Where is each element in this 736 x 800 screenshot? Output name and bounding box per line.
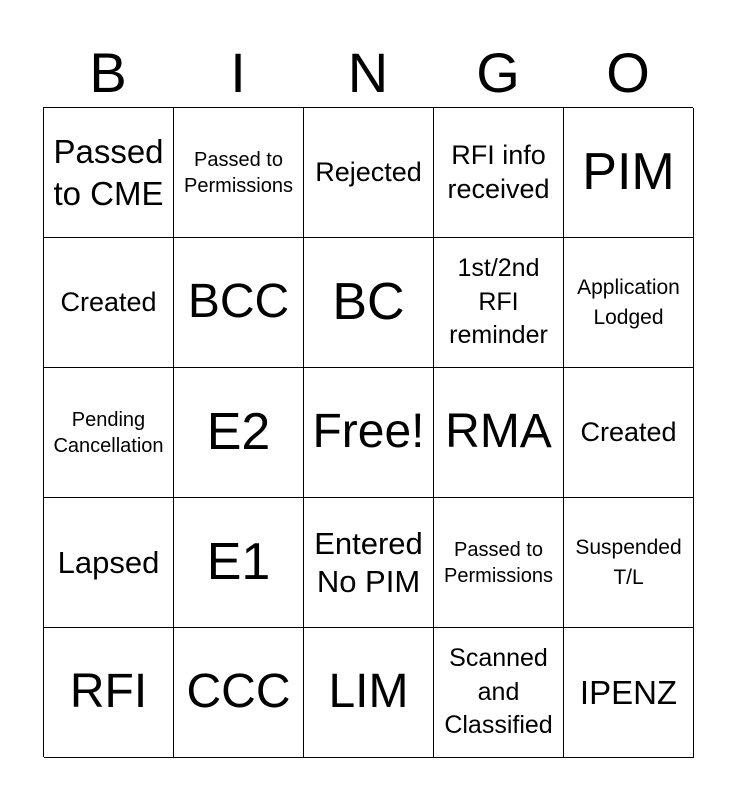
header-letter-b: B [89, 41, 127, 104]
bingo-cell-r4-c2[interactable] [174, 498, 304, 628]
cell-label: Passed to Permissions [444, 538, 553, 587]
bingo-cell-r3-c4[interactable] [434, 368, 564, 498]
bingo-cell-r1-c3[interactable] [304, 108, 434, 238]
header-letter-n: N [347, 41, 389, 104]
cell-label: 1st/2nd RFI reminder [449, 253, 548, 350]
bingo-cell-r5-c3[interactable] [304, 628, 434, 758]
cell-label: LIM [328, 665, 409, 719]
cell-label: Lapsed [57, 544, 160, 580]
bingo-cell-r3-c2[interactable] [174, 368, 304, 498]
cell-label: BC [332, 272, 405, 331]
bingo-cell-r1-c5[interactable] [564, 108, 694, 238]
cell-label: CCC [186, 665, 291, 719]
bingo-cell-r2-c5[interactable] [564, 238, 694, 368]
cell-label: Created [580, 416, 677, 447]
cell-label: Free! [312, 405, 425, 459]
cell-label: Passed to CME [53, 133, 164, 212]
bingo-cell-r4-c4[interactable] [434, 498, 564, 628]
cell-label: BCC [187, 275, 290, 329]
bingo-cell-r3-c1[interactable] [44, 368, 174, 498]
header-letter-g: G [476, 41, 520, 104]
cell-label: RFI [69, 665, 148, 719]
bingo-header [43, 40, 693, 106]
header-letter-i: I [230, 41, 246, 104]
bingo-cell-r1-c4[interactable] [434, 108, 564, 238]
bingo-cell-r4-c3[interactable] [304, 498, 434, 628]
cell-label: Scanned and Classified [444, 643, 553, 740]
cell-label: IPENZ [579, 673, 678, 711]
bingo-cell-r5-c4[interactable] [434, 628, 564, 758]
bingo-cell-r2-c4[interactable] [434, 238, 564, 368]
cell-label: E1 [206, 532, 271, 591]
bingo-cell-r2-c3[interactable] [304, 238, 434, 368]
cell-label: Passed to Permissions [184, 148, 293, 197]
bingo-cell-r1-c1[interactable] [44, 108, 174, 238]
bingo-cell-r5-c1[interactable] [44, 628, 174, 758]
bingo-cell-r3-c3[interactable] [304, 368, 434, 498]
bingo-board [43, 107, 693, 757]
cell-label: Entered No PIM [314, 525, 423, 599]
bingo-cell-r5-c5[interactable] [564, 628, 694, 758]
cell-label: RFI info received [447, 139, 550, 204]
cell-label: PIM [582, 142, 675, 201]
header-letter-o: O [606, 41, 650, 104]
cell-label: RMA [445, 405, 552, 459]
bingo-cell-r5-c2[interactable] [174, 628, 304, 758]
bingo-cell-r4-c5[interactable] [564, 498, 694, 628]
bingo-cell-r4-c1[interactable] [44, 498, 174, 628]
bingo-cell-r1-c2[interactable] [174, 108, 304, 238]
cell-label: Application Lodged [577, 276, 680, 329]
cell-label: Pending Cancellation [53, 408, 164, 457]
bingo-cell-r3-c5[interactable] [564, 368, 694, 498]
bingo-cell-r2-c2[interactable] [174, 238, 304, 368]
cell-label: E2 [206, 402, 271, 461]
cell-label: Rejected [315, 156, 422, 187]
bingo-cell-r2-c1[interactable] [44, 238, 174, 368]
cell-label: Created [60, 286, 157, 317]
cell-label: Suspended T/L [575, 536, 682, 589]
